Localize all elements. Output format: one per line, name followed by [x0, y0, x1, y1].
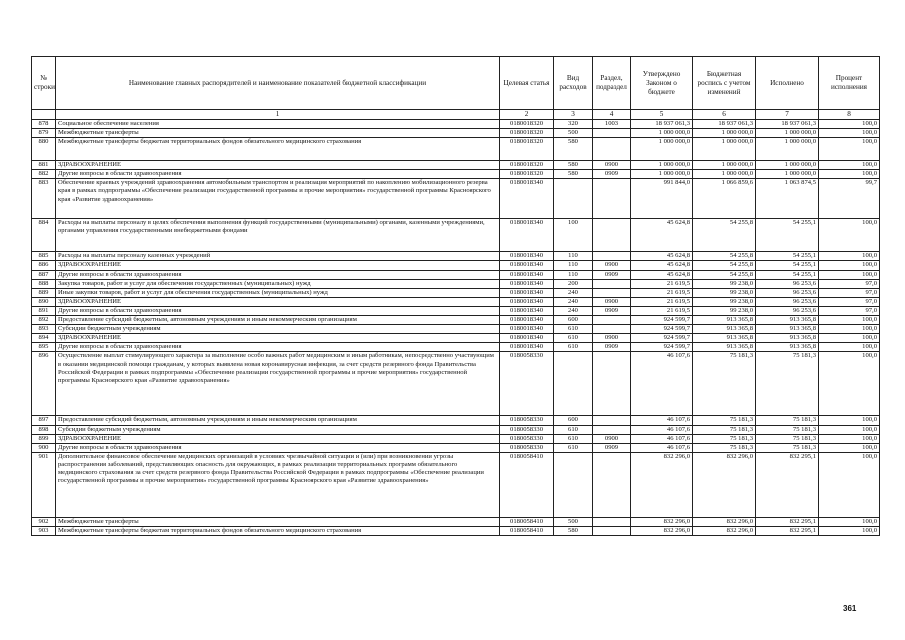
target-article: 0180018320 — [500, 129, 554, 138]
target-article: 0180018340 — [500, 219, 554, 252]
executed-amount: 913 365,8 — [756, 316, 819, 325]
expense-type: 110 — [554, 261, 593, 270]
table-row — [32, 279, 880, 288]
section-code — [593, 452, 631, 517]
expense-type: 580 — [554, 526, 593, 535]
approved-amount: 1 000 000,0 — [631, 138, 693, 161]
executed-amount: 913 365,8 — [756, 325, 819, 334]
approved-amount: 832 296,0 — [631, 517, 693, 526]
table-row — [32, 434, 880, 443]
table-row — [32, 179, 880, 219]
execution-percent: 100,0 — [819, 270, 880, 279]
approved-amount: 21 619,5 — [631, 306, 693, 315]
approved-amount: 21 619,5 — [631, 288, 693, 297]
target-article: 0180058410 — [500, 452, 554, 517]
budget-plan-amount: 913 365,8 — [693, 316, 756, 325]
approved-amount: 1 000 000,0 — [631, 161, 693, 170]
column-number-row — [32, 110, 880, 120]
header-expense-type: Вид расходов — [554, 57, 593, 110]
approved-amount: 924 599,7 — [631, 316, 693, 325]
execution-percent: 100,0 — [819, 219, 880, 252]
expense-type: 240 — [554, 297, 593, 306]
row-number: 885 — [32, 252, 56, 261]
row-name: Другие вопросы в области здравоохранения — [56, 270, 500, 279]
execution-percent: 97,0 — [819, 306, 880, 315]
column-number: 8 — [819, 110, 880, 120]
row-name: Расходы на выплаты персоналу в целях обеспечения выполнения функций государственными (муниципальными) органами, казенными учреждениями, органами управления государственными внебюджетными фондами — [56, 219, 500, 252]
section-code — [593, 138, 631, 161]
table-row — [32, 416, 880, 425]
section-code: 0900 — [593, 434, 631, 443]
execution-percent: 100,0 — [819, 334, 880, 343]
section-code: 0909 — [593, 306, 631, 315]
budget-plan-amount: 1 066 859,6 — [693, 179, 756, 219]
target-article: 0180018340 — [500, 279, 554, 288]
section-code — [593, 425, 631, 434]
executed-amount: 75 181,3 — [756, 352, 819, 416]
section-code — [593, 517, 631, 526]
row-number: 894 — [32, 334, 56, 343]
execution-percent: 100,0 — [819, 129, 880, 138]
column-number: 2 — [500, 110, 554, 120]
target-article: 0180018340 — [500, 288, 554, 297]
execution-percent: 100,0 — [819, 325, 880, 334]
row-number: 887 — [32, 270, 56, 279]
executed-amount: 54 255,1 — [756, 261, 819, 270]
expense-type: 580 — [554, 138, 593, 161]
column-number: 7 — [756, 110, 819, 120]
executed-amount: 96 253,6 — [756, 288, 819, 297]
row-number: 896 — [32, 352, 56, 416]
table-row — [32, 261, 880, 270]
budget-plan-amount: 54 255,8 — [693, 219, 756, 252]
table-row — [32, 425, 880, 434]
expense-type: 610 — [554, 334, 593, 343]
expense-type: 500 — [554, 129, 593, 138]
approved-amount: 45 624,8 — [631, 261, 693, 270]
row-name: Предоставление субсидий бюджетным, автономным учреждениям и иным некоммерческим организациям — [56, 416, 500, 425]
expense-type: 580 — [554, 161, 593, 170]
table-row — [32, 334, 880, 343]
row-name: Межбюджетные трансферты бюджетам территориальных фондов обязательного медицинского страхования — [56, 138, 500, 161]
table-row — [32, 270, 880, 279]
expense-type: 610 — [554, 434, 593, 443]
execution-percent: 100,0 — [819, 517, 880, 526]
section-code: 0909 — [593, 343, 631, 352]
budget-plan-amount: 832 296,0 — [693, 517, 756, 526]
table-row — [32, 316, 880, 325]
approved-amount: 991 844,0 — [631, 179, 693, 219]
executed-amount: 75 181,3 — [756, 443, 819, 452]
row-name: Другие вопросы в области здравоохранения — [56, 443, 500, 452]
budget-plan-amount: 18 937 061,3 — [693, 120, 756, 129]
table-row — [32, 252, 880, 261]
row-name: ЗДРАВООХРАНЕНИЕ — [56, 297, 500, 306]
execution-percent: 100,0 — [819, 170, 880, 179]
table-row — [32, 288, 880, 297]
execution-percent: 100,0 — [819, 352, 880, 416]
row-number: 891 — [32, 306, 56, 315]
executed-amount: 54 255,1 — [756, 270, 819, 279]
row-name: Другие вопросы в области здравоохранения — [56, 170, 500, 179]
target-article: 0180058330 — [500, 416, 554, 425]
row-name: Другие вопросы в области здравоохранения — [56, 306, 500, 315]
row-number: 898 — [32, 425, 56, 434]
row-name: Межбюджетные трансферты бюджетам территориальных фондов обязательного медицинского страхования — [56, 526, 500, 535]
approved-amount: 1 000 000,0 — [631, 129, 693, 138]
execution-percent: 100,0 — [819, 120, 880, 129]
budget-plan-amount: 913 365,8 — [693, 343, 756, 352]
row-number: 883 — [32, 179, 56, 219]
expense-type: 240 — [554, 288, 593, 297]
section-code — [593, 219, 631, 252]
row-name: Межбюджетные трансферты — [56, 129, 500, 138]
approved-amount: 924 599,7 — [631, 325, 693, 334]
row-name: Предоставление субсидий бюджетным, автономным учреждениям и иным некоммерческим организациям — [56, 316, 500, 325]
section-code — [593, 288, 631, 297]
approved-amount: 924 599,7 — [631, 334, 693, 343]
row-number: 882 — [32, 170, 56, 179]
row-number: 884 — [32, 219, 56, 252]
budget-plan-amount: 1 000 000,0 — [693, 161, 756, 170]
budget-plan-amount: 832 296,0 — [693, 452, 756, 517]
table-row — [32, 120, 880, 129]
executed-amount: 1 000 000,0 — [756, 129, 819, 138]
column-number: 1 — [56, 110, 500, 120]
table-row — [32, 306, 880, 315]
row-number: 892 — [32, 316, 56, 325]
expense-type — [554, 452, 593, 517]
execution-percent: 97,0 — [819, 279, 880, 288]
table-row — [32, 517, 880, 526]
execution-percent: 100,0 — [819, 316, 880, 325]
budget-plan-amount: 99 238,0 — [693, 297, 756, 306]
row-number: 897 — [32, 416, 56, 425]
row-name: Иные закупки товаров, работ и услуг для обеспечения государственных (муниципальных) нужд — [56, 288, 500, 297]
executed-amount: 96 253,6 — [756, 297, 819, 306]
table-row — [32, 325, 880, 334]
budget-plan-amount: 54 255,8 — [693, 252, 756, 261]
row-number: 895 — [32, 343, 56, 352]
section-code — [593, 179, 631, 219]
table-row — [32, 526, 880, 535]
executed-amount: 832 295,1 — [756, 526, 819, 535]
target-article: 0180018340 — [500, 343, 554, 352]
approved-amount: 46 107,6 — [631, 425, 693, 434]
expense-type: 610 — [554, 325, 593, 334]
column-number: 4 — [593, 110, 631, 120]
section-code: 0909 — [593, 270, 631, 279]
execution-percent: 99,7 — [819, 179, 880, 219]
target-article: 0180018320 — [500, 170, 554, 179]
target-article: 0180018340 — [500, 316, 554, 325]
expense-type: 320 — [554, 120, 593, 129]
column-number: 3 — [554, 110, 593, 120]
approved-amount: 45 624,8 — [631, 252, 693, 261]
approved-amount: 832 296,0 — [631, 526, 693, 535]
header-target-article: Целевая статья — [500, 57, 554, 110]
expense-type: 110 — [554, 252, 593, 261]
expense-type: 600 — [554, 416, 593, 425]
table-row — [32, 138, 880, 161]
target-article: 0180018340 — [500, 270, 554, 279]
approved-amount: 46 107,6 — [631, 443, 693, 452]
section-code: 1003 — [593, 120, 631, 129]
executed-amount: 18 937 061,3 — [756, 120, 819, 129]
expense-type: 580 — [554, 170, 593, 179]
execution-percent: 100,0 — [819, 526, 880, 535]
target-article: 0180018340 — [500, 306, 554, 315]
budget-plan-amount: 54 255,8 — [693, 261, 756, 270]
budget-plan-amount: 75 181,3 — [693, 425, 756, 434]
section-code: 0900 — [593, 297, 631, 306]
executed-amount: 1 000 000,0 — [756, 138, 819, 161]
section-code: 0900 — [593, 334, 631, 343]
table-row — [32, 343, 880, 352]
section-code — [593, 325, 631, 334]
execution-percent: 100,0 — [819, 452, 880, 517]
expense-type: 610 — [554, 425, 593, 434]
execution-percent: 100,0 — [819, 434, 880, 443]
budget-plan-amount: 54 255,8 — [693, 270, 756, 279]
executed-amount: 75 181,3 — [756, 416, 819, 425]
execution-percent: 100,0 — [819, 443, 880, 452]
row-name: ЗДРАВООХРАНЕНИЕ — [56, 434, 500, 443]
expense-type: 240 — [554, 306, 593, 315]
row-number: 888 — [32, 279, 56, 288]
execution-percent: 97,0 — [819, 297, 880, 306]
row-name: ЗДРАВООХРАНЕНИЕ — [56, 161, 500, 170]
target-article: 0180058330 — [500, 352, 554, 416]
execution-percent: 100,0 — [819, 138, 880, 161]
budget-plan-amount: 1 000 000,0 — [693, 138, 756, 161]
expense-type: 100 — [554, 219, 593, 252]
column-number: 6 — [693, 110, 756, 120]
row-name: Другие вопросы в области здравоохранения — [56, 343, 500, 352]
executed-amount: 54 255,1 — [756, 219, 819, 252]
approved-amount: 924 599,7 — [631, 343, 693, 352]
approved-amount: 21 619,5 — [631, 297, 693, 306]
row-number: 881 — [32, 161, 56, 170]
table-row — [32, 443, 880, 452]
row-name: Закупка товаров, работ и услуг для обеспечения государственных (муниципальных) нужд — [56, 279, 500, 288]
executed-amount: 75 181,3 — [756, 425, 819, 434]
header-executed: Исполнено — [756, 57, 819, 110]
row-name: Субсидии бюджетным учреждениям — [56, 425, 500, 434]
target-article: 0180018340 — [500, 297, 554, 306]
table-row — [32, 452, 880, 517]
target-article: 0180058330 — [500, 443, 554, 452]
budget-plan-amount: 75 181,3 — [693, 443, 756, 452]
budget-plan-amount: 832 296,0 — [693, 526, 756, 535]
executed-amount: 832 295,1 — [756, 452, 819, 517]
row-name: Социальное обеспечение населения — [56, 120, 500, 129]
row-number: 901 — [32, 452, 56, 517]
row-number: 879 — [32, 129, 56, 138]
executed-amount: 75 181,3 — [756, 434, 819, 443]
approved-amount: 45 624,8 — [631, 270, 693, 279]
row-number: 878 — [32, 120, 56, 129]
target-article: 0180018340 — [500, 261, 554, 270]
expense-type: 610 — [554, 443, 593, 452]
budget-plan-amount: 1 000 000,0 — [693, 129, 756, 138]
executed-amount: 96 253,6 — [756, 279, 819, 288]
section-code: 0900 — [593, 161, 631, 170]
expense-type — [554, 352, 593, 416]
row-number: 890 — [32, 297, 56, 306]
section-code — [593, 252, 631, 261]
execution-percent: 100,0 — [819, 252, 880, 261]
section-code: 0900 — [593, 261, 631, 270]
approved-amount: 21 619,5 — [631, 279, 693, 288]
budget-plan-amount: 99 238,0 — [693, 288, 756, 297]
budget-plan-amount: 75 181,3 — [693, 434, 756, 443]
table-row — [32, 352, 880, 416]
execution-percent: 100,0 — [819, 261, 880, 270]
target-article: 0180058330 — [500, 425, 554, 434]
row-name: ЗДРАВООХРАНЕНИЕ — [56, 334, 500, 343]
budget-plan-amount: 99 238,0 — [693, 306, 756, 315]
budget-table — [31, 56, 880, 536]
row-number: 903 — [32, 526, 56, 535]
target-article: 0180018340 — [500, 252, 554, 261]
expense-type: 200 — [554, 279, 593, 288]
row-name: ЗДРАВООХРАНЕНИЕ — [56, 261, 500, 270]
section-code: 0909 — [593, 170, 631, 179]
section-code — [593, 352, 631, 416]
row-name: Обеспечение краевых учреждений здравоохранения автомобильным транспортом и реализация мероприятий по накоплению мобилизационного резерва края в рамках подпрограммы «Обеспечение реализации государственной программы и прочие мероприятия» государственной программы Красноярского края «Развитие здравоохранения» — [56, 179, 500, 219]
target-article: 0180018340 — [500, 325, 554, 334]
section-code: 0909 — [593, 443, 631, 452]
table-row — [32, 219, 880, 252]
executed-amount: 1 000 000,0 — [756, 170, 819, 179]
header-row-number: № строки — [32, 57, 56, 110]
budget-plan-amount: 75 181,3 — [693, 352, 756, 416]
expense-type: 600 — [554, 316, 593, 325]
budget-plan-amount: 1 000 000,0 — [693, 170, 756, 179]
expense-type — [554, 179, 593, 219]
row-number: 893 — [32, 325, 56, 334]
approved-amount: 18 937 061,3 — [631, 120, 693, 129]
row-number: 899 — [32, 434, 56, 443]
approved-amount: 45 624,8 — [631, 219, 693, 252]
approved-amount: 46 107,6 — [631, 416, 693, 425]
section-code — [593, 129, 631, 138]
execution-percent: 100,0 — [819, 343, 880, 352]
executed-amount: 1 000 000,0 — [756, 161, 819, 170]
table-row — [32, 297, 880, 306]
header-section: Раздел, подраздел — [593, 57, 631, 110]
section-code — [593, 279, 631, 288]
budget-plan-amount: 913 365,8 — [693, 334, 756, 343]
executed-amount: 1 063 874,5 — [756, 179, 819, 219]
row-number: 900 — [32, 443, 56, 452]
executed-amount: 832 295,1 — [756, 517, 819, 526]
target-article: 0180058410 — [500, 526, 554, 535]
header-percent: Процент исполнения — [819, 57, 880, 110]
table-body — [32, 120, 880, 536]
target-article: 0180018340 — [500, 334, 554, 343]
budget-plan-amount: 75 181,3 — [693, 416, 756, 425]
execution-percent: 100,0 — [819, 416, 880, 425]
table-row — [32, 129, 880, 138]
table-row — [32, 170, 880, 179]
row-number: 902 — [32, 517, 56, 526]
budget-plan-amount: 99 238,0 — [693, 279, 756, 288]
execution-percent: 97,0 — [819, 288, 880, 297]
expense-type: 610 — [554, 343, 593, 352]
column-number — [32, 110, 56, 120]
row-number: 880 — [32, 138, 56, 161]
executed-amount: 54 255,1 — [756, 252, 819, 261]
table-row — [32, 161, 880, 170]
approved-amount: 46 107,6 — [631, 434, 693, 443]
target-article: 0180058410 — [500, 517, 554, 526]
column-number: 5 — [631, 110, 693, 120]
expense-type: 500 — [554, 517, 593, 526]
table-header — [32, 57, 880, 120]
target-article: 0180018320 — [500, 138, 554, 161]
budget-plan-amount: 913 365,8 — [693, 325, 756, 334]
row-number: 889 — [32, 288, 56, 297]
target-article: 0180018340 — [500, 179, 554, 219]
expense-type: 110 — [554, 270, 593, 279]
approved-amount: 1 000 000,0 — [631, 170, 693, 179]
row-name: Субсидии бюджетным учреждениям — [56, 325, 500, 334]
page-number: 361 — [843, 604, 857, 613]
approved-amount: 46 107,6 — [631, 352, 693, 416]
row-name: Осуществление выплат стимулирующего характера за выполнение особо важных работ медицинским и иным работникам, непосредственно участвующим в оказании медицинской помощи гражданам, у которых выявлена новая коронавирусная инфекция, за счет средств резервного фонда Правительства Российской Федерации в рамках подпрограммы «Обеспечение реализации государственной программы и прочие мероприятия» государственной программы Красноярского края «Развитие здравоохранения» — [56, 352, 500, 416]
approved-amount: 832 296,0 — [631, 452, 693, 517]
executed-amount: 913 365,8 — [756, 343, 819, 352]
section-code — [593, 526, 631, 535]
executed-amount: 96 253,6 — [756, 306, 819, 315]
row-name: Межбюджетные трансферты — [56, 517, 500, 526]
row-number: 886 — [32, 261, 56, 270]
section-code — [593, 416, 631, 425]
target-article: 0180058330 — [500, 434, 554, 443]
header-approved: Утверждено Законом о бюджете — [631, 57, 693, 110]
execution-percent: 100,0 — [819, 161, 880, 170]
header-budget-plan: Бюджетная роспись с учетом изменений — [693, 57, 756, 110]
section-code — [593, 316, 631, 325]
executed-amount: 913 365,8 — [756, 334, 819, 343]
target-article: 0180018320 — [500, 161, 554, 170]
row-name: Дополнительное финансовое обеспечение медицинских организаций в условиях чрезвычайной ситуации и (или) при возникновении угрозы распространения заболеваний, представляющих опасность для окружающих, в рамках реализации территориальных программ обязательного медицинского страхования за счет средств резервного фонда Правительства Российской Федерации в рамках подпрограммы «Обеспечение реализации государственной программы и прочие мероприятия» государственной программы Красноярского края «Развитие здравоохранения» — [56, 452, 500, 517]
header-name: Наименование главных распорядителей и наименование показателей бюджетной классификации — [56, 57, 500, 110]
execution-percent: 100,0 — [819, 425, 880, 434]
target-article: 0180018320 — [500, 120, 554, 129]
row-name: Расходы на выплаты персоналу казенных учреждений — [56, 252, 500, 261]
